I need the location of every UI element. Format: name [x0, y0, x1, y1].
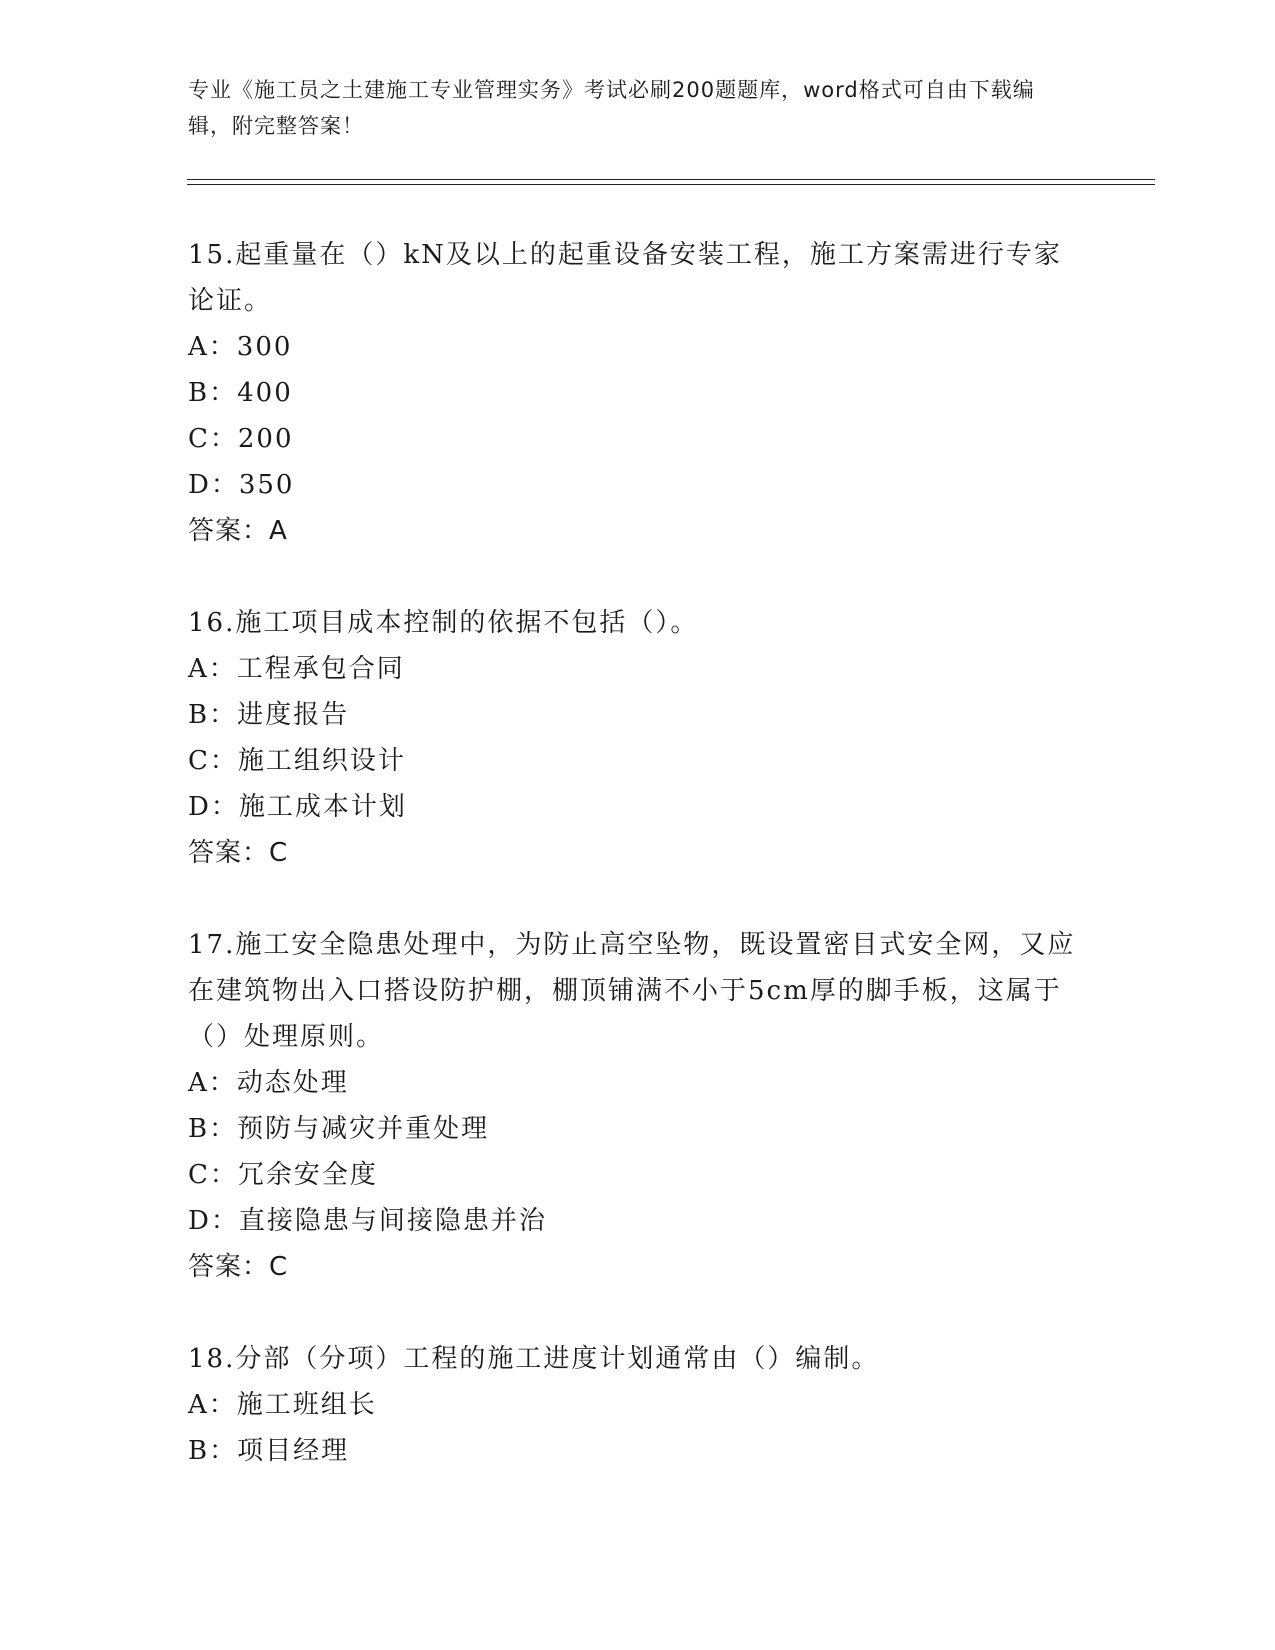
option-a: A：施工班组长: [188, 1390, 377, 1420]
option-d: D：施工成本计划: [188, 792, 407, 822]
question-stem: 17.施工安全隐患处理中，为防止高空坠物，既设置密目式安全网，又应在建筑物出入口搭设防护棚，棚顶铺满不小于5cm厚的脚手板，这属于（）处理原则。: [188, 930, 1076, 1052]
question-17: [188, 922, 1088, 1290]
document-header: 专业《施工员之土建施工专业管理实务》考试必刷200题题库，word格式可自由下载编辑，附完整答案！: [188, 78, 1035, 138]
question-15: [188, 232, 1088, 554]
question-stem: 16.施工项目成本控制的依据不包括（）。: [188, 608, 699, 638]
option-b: B：项目经理: [188, 1436, 350, 1466]
option-a: A：工程承包合同: [188, 654, 405, 684]
question-stem: 15.起重量在（）kN及以上的起重设备安装工程，施工方案需进行专家论证。: [188, 240, 1062, 316]
option-d: D：直接隐患与间接隐患并治: [188, 1206, 547, 1236]
header-divider-top: [187, 179, 1155, 180]
option-b: B：预防与减灾并重处理: [188, 1114, 490, 1144]
option-d: D：350: [188, 470, 295, 500]
question-16: [188, 600, 1088, 876]
option-b: B：400: [188, 378, 293, 408]
answer: 答案：A: [188, 516, 288, 546]
question-18: [188, 1336, 1088, 1474]
option-c: C：冗余安全度: [188, 1160, 378, 1190]
question-stem: 18.分部（分项）工程的施工进度计划通常由（）编制。: [188, 1344, 880, 1374]
answer: 答案：C: [188, 1252, 289, 1282]
option-a: A：动态处理: [188, 1068, 349, 1098]
option-a: A：300: [188, 332, 293, 362]
header-divider-bottom: [187, 184, 1155, 185]
option-c: C：200: [188, 424, 294, 454]
option-b: B：进度报告: [188, 700, 350, 730]
option-c: C：施工组织设计: [188, 746, 406, 776]
answer: 答案：C: [188, 838, 289, 868]
